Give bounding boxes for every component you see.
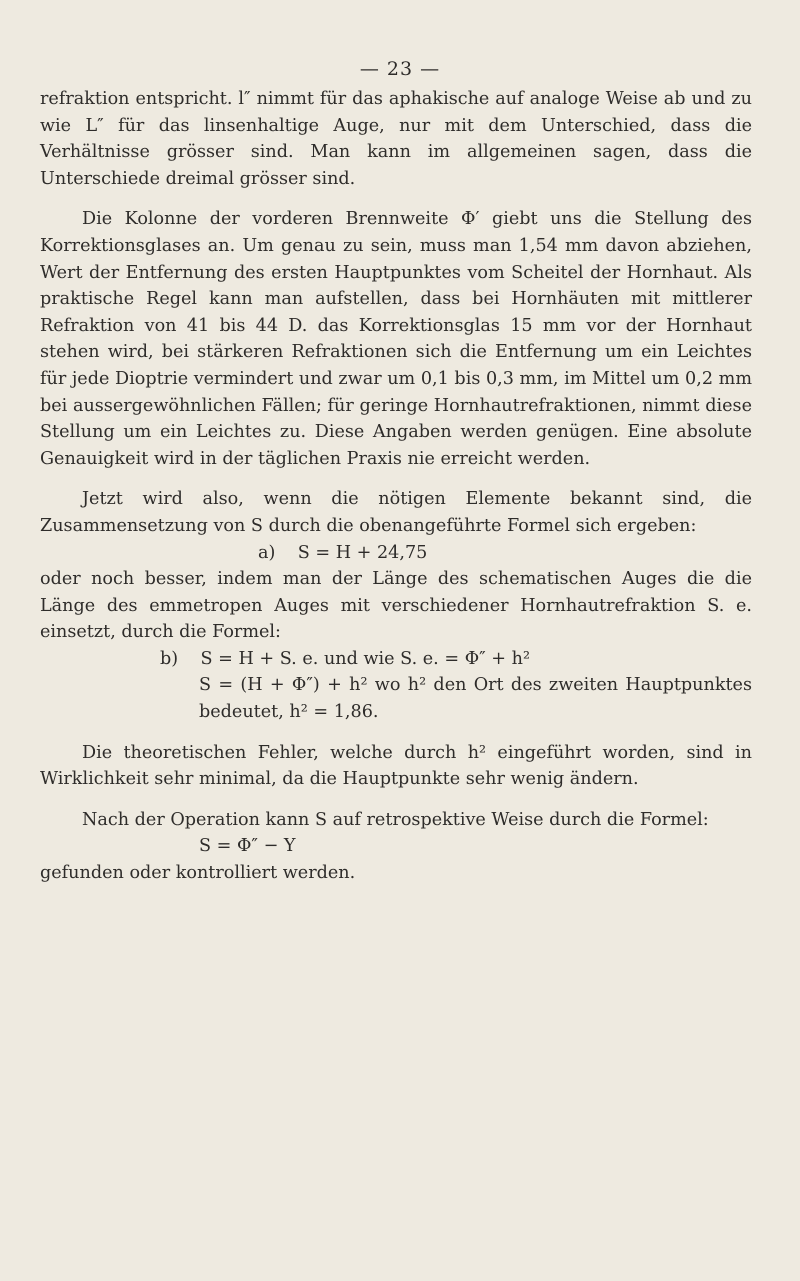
paragraph-1: refraktion entspricht. l″ nimmt für das aphakische auf analoge Weise ab und zu wie L″ für das linsenhaltige Auge, nur mit dem Unterschied, dass die Verhältnisse grösser sind. Man kann im allgemeinen sagen, dass die Unterschiede dreimal grösser sind. xyxy=(40,89,752,189)
page-number: — 23 — xyxy=(359,58,441,80)
body-text xyxy=(40,86,752,887)
paragraph-4: oder noch besser, indem man der Länge des schematischen Auges die die Länge des emmetropen Auges mit verschiedener Hornhautrefraktion S. e. einsetzt, durch die Formel: xyxy=(40,569,752,643)
formula-b: b) S = H + S. e. und wie S. e. = Φ″ + h² xyxy=(160,648,531,669)
paragraph-2: Die Kolonne der vorderen Brennweite Φ′ giebt uns die Stellung des Korrektionsglases an. Um genau zu sein, muss man 1,54 mm davon abziehen, Wert der Entfernung des ersten Hauptpunktes vom Scheitel der Hornhaut. Als praktische Regel kann man aufstellen, dass bei Hornhäuten mit mittlerer Refraktion von 41 bis 44 D. das Korrektionsglas 15 mm vor der Hornhaut stehen wird, bei stärkeren Refraktionen sich die Entfernung um ein Leichtes für jede Dioptrie vermindert und zwar um 0,1 bis 0,3 mm, im Mittel um 0,2 mm bei aussergewöhnlichen Fällen; für geringe Hornhautrefraktionen, nimmt diese Stellung um ein Leichtes zu. Diese Angaben werden genügen. Eine absolute Genauigkeit wird in der täglichen Praxis nie erreicht werden. xyxy=(40,209,752,469)
paragraph-6: Nach der Operation kann S auf retrospektive Weise durch die Formel: xyxy=(82,809,709,830)
paragraph-3: Jetzt wird also, wenn die nötigen Elemente bekannt sind, die Zusammensetzung von S durch die obenangeführte Formel sich ergeben: xyxy=(40,489,752,536)
formula-a: a) S = H + 24,75 xyxy=(258,542,428,563)
paragraph-5: Die theoretischen Fehler, welche durch h² eingeführt worden, sind in Wirklichkeit sehr minimal, da die Hauptpunkte sehr wenig ändern. xyxy=(40,742,752,790)
paragraph-7: gefunden oder kontrolliert werden. xyxy=(40,863,356,884)
formula-c: S = (H + Φ″) + h² wo h² den Ort des zweiten Hauptpunktes bedeutet, h² = 1,86. xyxy=(199,675,752,723)
formula-d: S = Φ″ − Y xyxy=(199,836,296,857)
